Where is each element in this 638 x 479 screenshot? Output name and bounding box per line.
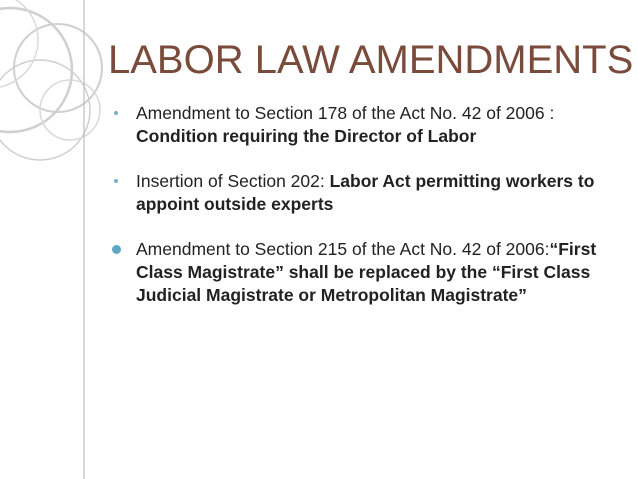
bullet-dot-icon [114, 179, 118, 183]
bullet-text-normal: Amendment to Section 178 of the Act No. 42 of 2006 : [136, 103, 555, 123]
slide-title: LABOR LAW AMENDMENTS [108, 38, 634, 82]
bullet-text-normal: Amendment to Section 215 of the Act No. 42 of 2006: [136, 239, 550, 259]
bullet-item [112, 102, 622, 148]
bullet-item [112, 170, 622, 216]
bullet-text-bold: Condition requiring the Director of Labor [136, 126, 477, 146]
bullet-dot-icon [112, 245, 121, 254]
bullet-item [112, 238, 622, 307]
bullet-text-bold: Labor Act permitting workers to appoint outside experts [136, 171, 595, 214]
bullet-text-normal: Insertion of Section 202: [136, 171, 330, 191]
bullet-dot-icon [114, 111, 118, 115]
bullet-list [112, 102, 622, 329]
bullet-text-bold: “First Class Magistrate” shall be replaced by the “First Class Judicial Magistrate or Metropolitan Magistrate” [136, 239, 597, 305]
